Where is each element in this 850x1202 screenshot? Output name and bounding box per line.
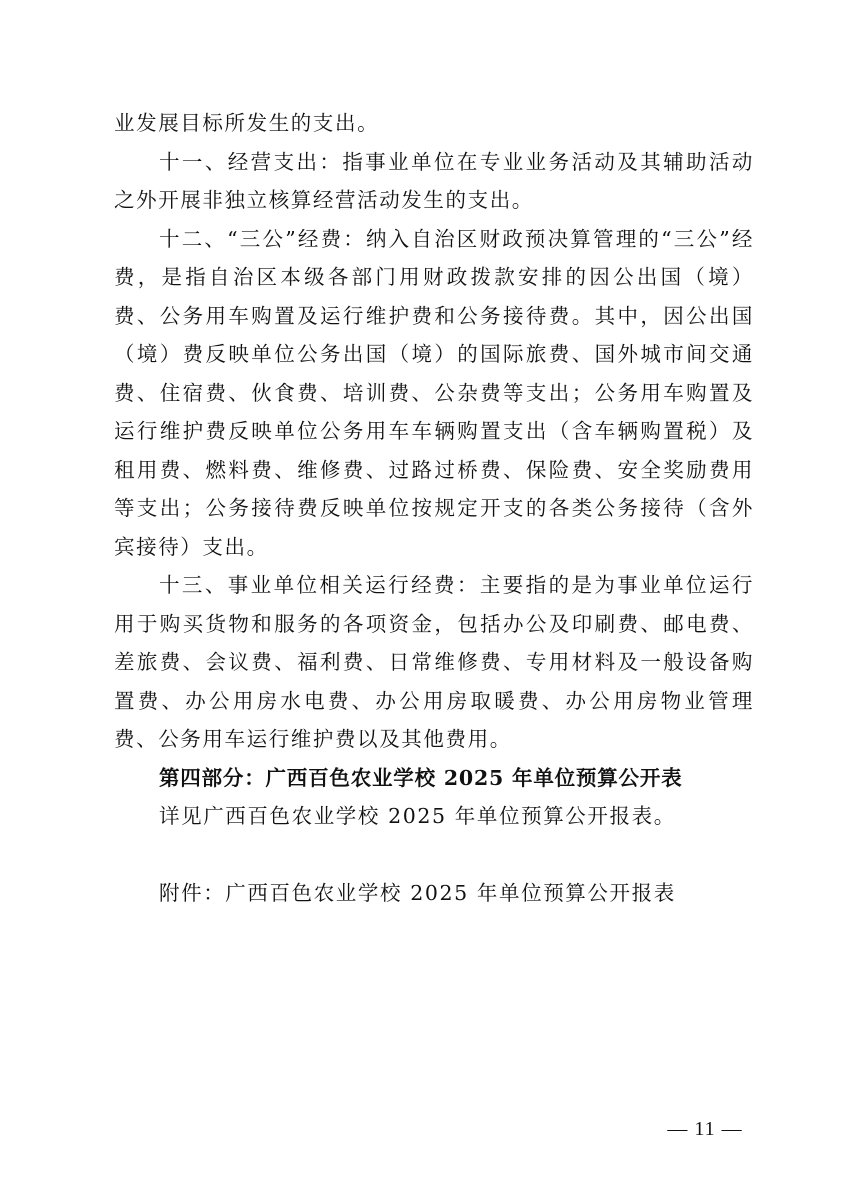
paragraph-three-public-expenses: 十二、“三公”经费：纳入自治区财政预决算管理的“三公”经费，是指自治区本级各部门用财政拨款安排的因公出国（境）费、公务用车购置及运行维护费和公务接待费。其中，因公出国（境）费反映单位公务出国（境）的国际旅费、国外城市间交通费、住宿费、伙食费、培训费、公杂费等支出；公务用车购置及运行维护费反映单位公务用车车辆购置支出（含车辆购置税）及租用费、燃料费、维修费、过路过桥费、保险费、安全奖励费用等支出；公务接待费反映单位按规定开支的各类公务接待（含外宾接待）支出。 [114, 226, 754, 559]
body-text [114, 104, 754, 912]
paragraph-operating-expenditure: 十一、经营支出：指事业单位在专业业务活动及其辅助活动之外开展非独立核算经营活动发生的支出。 [114, 149, 754, 212]
section-text: 详见广西百色农业学校 2025 年单位预算公开报表。 [159, 804, 676, 828]
paragraph-continuation: 业发展目标所发生的支出。 [114, 111, 380, 135]
section-heading: 第四部分：广西百色农业学校 2025 年单位预算公开表 [159, 765, 683, 790]
blank-line [114, 836, 754, 874]
page-number: — 11 — [667, 1118, 743, 1140]
attachment-line: 附件：广西百色农业学校 2025 年单位预算公开报表 [159, 880, 676, 905]
paragraph-operating-funds: 十三、事业单位相关运行经费：主要指的是为事业单位运行用于购买货物和服务的各项资金，包括办公及印刷费、邮电费、差旅费、会议费、福利费、日常维修费、专用材料及一般设备购置费、办公用房水电费、办公用房取暖费、办公用房物业管理费、公务用车运行维护费以及其他费用。 [114, 573, 754, 751]
